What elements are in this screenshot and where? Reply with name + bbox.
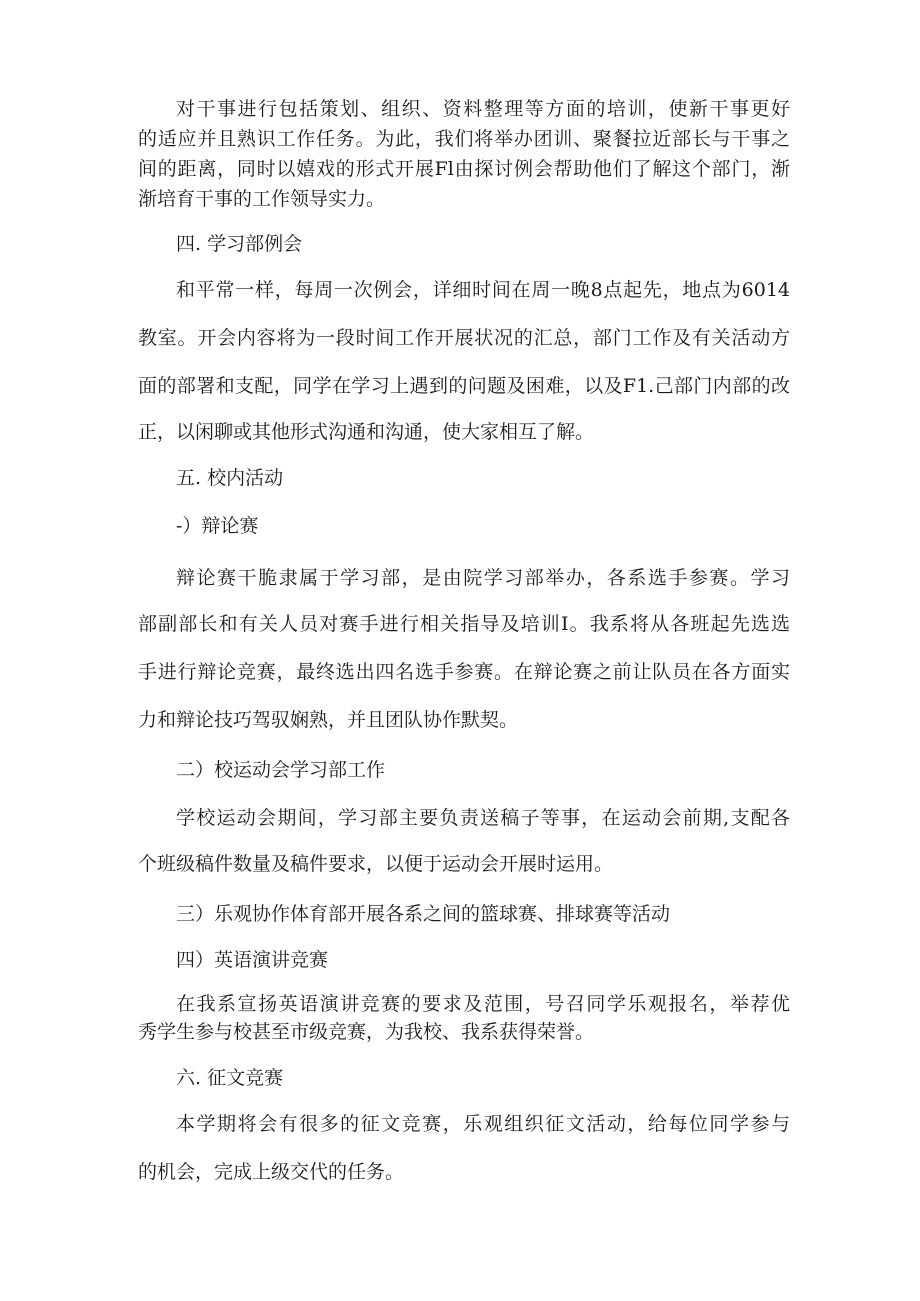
section-heading-essay-contest: 六. 征文竞赛 <box>176 1067 284 1089</box>
text-line: 个班级稿件数量及稿件要求，以便于运动会开展时运用。 <box>138 853 614 875</box>
subsection-heading-sports-meet: 二）校运动会学习部工作 <box>176 759 386 781</box>
subsection-heading-english-speech: 四）英语演讲竞赛 <box>176 949 329 971</box>
text-line: 力和辩论技巧驾驭娴熟，并且团队协作默契。 <box>138 709 519 731</box>
text-line: 和平常一样，每周一次例会，详细时间在周一晚8点起先，地点为6014 <box>176 279 790 301</box>
subsection-heading-ball-games: 三）乐观协作体育部开展各系之间的篮球赛、排球赛等活动 <box>176 903 671 925</box>
text-line: 在我系宣扬英语演讲竞赛的要求及范围，号召同学乐观报名，举荐优 <box>176 993 790 1015</box>
subsection-heading-debate: -）辩论赛 <box>176 515 259 537</box>
text-line: 渐培育干事的工作领导实力。 <box>138 188 386 210</box>
section-heading-campus-activities: 五. 校内活动 <box>176 467 284 489</box>
text-line: 教室。开会内容将为一段时间工作开展状况的汇总，部门工作及有关活动方 <box>138 327 790 349</box>
text-line: 间的距离，同时以嬉戏的形式开展Fl由探讨例会帮助他们了解这个部门，渐 <box>138 158 790 180</box>
text-line: 正，以闲聊或其他形式沟通和沟通，使大家相互了解。 <box>138 421 595 443</box>
section-heading-study-meeting: 四. 学习部例会 <box>176 233 303 255</box>
text-line: 学校运动会期间，学习部主要负责送稿子等事，在运动会前期,支配各 <box>176 807 790 829</box>
text-line: 手进行辩论竞赛，最终选出四名选手参赛。在辩论赛之前让队员在各方面实 <box>138 661 790 683</box>
text-line: 对干事进行包括策划、组织、资料整理等方面的培训，使新干事更好 <box>176 98 790 120</box>
text-line: 部副部长和有关人员对赛手进行相关指导及培训I。我系将从各班起先选选 <box>138 613 790 635</box>
text-line: 辩论赛干脆隶属于学习部，是由院学习部举办，各系选手参赛。学习 <box>176 567 790 589</box>
text-line: 的适应并且熟识工作任务。为此，我们将举办团训、聚餐拉近部长与干事之 <box>138 128 790 150</box>
text-line: 的机会，完成上级交代的任务。 <box>138 1161 405 1183</box>
text-line: 面的部署和支配，同学在学习上遇到的问题及困难，以及F1.己部门内部的改 <box>138 375 790 397</box>
text-line: 秀学生参与校甚至市级竞赛，为我校、我系获得荣誉。 <box>138 1021 595 1043</box>
text-line: 本学期将会有很多的征文竞赛，乐观组织征文活动，给每位同学参与 <box>176 1113 790 1135</box>
